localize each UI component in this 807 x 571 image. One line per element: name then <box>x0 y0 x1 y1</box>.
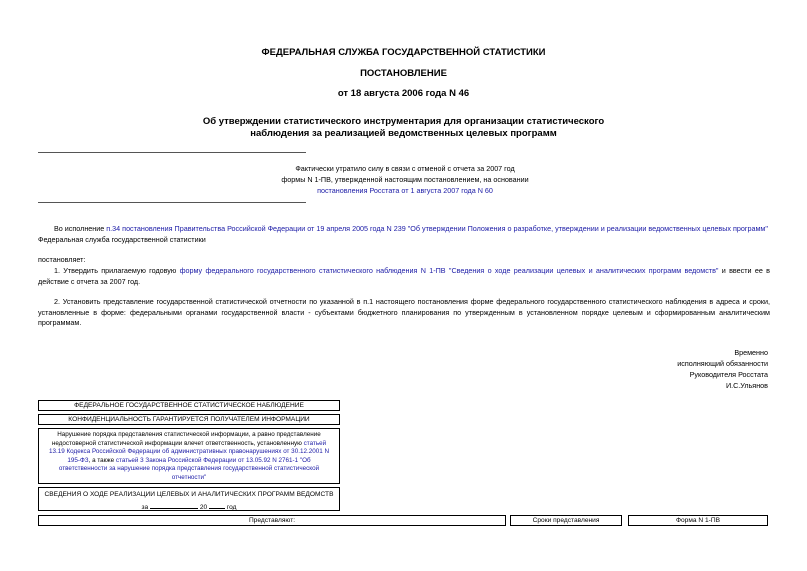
document-date-number: от 18 августа 2006 года N 46 <box>337 88 470 99</box>
period-year-prefix: 20 <box>199 504 208 511</box>
confidentiality-box <box>38 414 340 425</box>
signature-name: И.С.Ульянов <box>725 381 768 390</box>
law-2761-1-link[interactable]: статьей 3 Закона Российской Федерации от 13.05.92 N 2761-1 "Об ответственности за нарушение порядка представления государственной статистической отчетности" <box>58 456 320 481</box>
submits-header-cell <box>38 515 506 526</box>
intro-paragraph <box>38 224 770 245</box>
period-blank-field[interactable] <box>150 501 198 509</box>
form-number-label: Форма N 1-ПВ <box>676 517 720 524</box>
liability-text-pre: Нарушение порядка представления статистической информации, а равно представление недостоверной статистической информации влечет ответственность, установленную <box>51 431 321 447</box>
form-number-cell <box>628 515 768 526</box>
status-note-line1: Фактически утратило силу в связи с отменой с отчета за 2007 год <box>295 164 515 173</box>
deadlines-header-cell <box>510 515 622 526</box>
liability-text-mid: , а также <box>88 456 116 464</box>
intro-text-post: Федеральная служба государственной статистики <box>38 234 206 244</box>
report-title-box <box>38 487 340 511</box>
status-note-bottom-rule <box>38 202 306 203</box>
document-title-line2: наблюдения за реализацией ведомственных целевых программ <box>250 128 557 139</box>
signature-line1: Временно <box>734 348 768 357</box>
clause-34-link[interactable]: п.34 <box>106 224 121 233</box>
form-1-pv-link[interactable]: форму федерального государственного статистического наблюдения N 1-ПВ "Сведения о ходе реализации целевых и аналитических программ ведомств" <box>179 266 719 275</box>
koap-13-19-link[interactable]: статьей 13.19 Кодекса Российской Федерации об административных правонарушениях от 30.12.2001 N 195-ФЗ <box>49 439 329 464</box>
submits-label: Представляют: <box>248 517 296 524</box>
status-note-link[interactable]: постановления Росстата от 1 августа 2007 года N 60 <box>317 186 493 195</box>
report-period <box>39 501 339 512</box>
signature-line3: Руководителя Росстата <box>689 370 768 379</box>
status-note-top-rule <box>38 152 306 153</box>
report-title: СВЕДЕНИЯ О ХОДЕ РЕАЛИЗАЦИИ ЦЕЛЕВЫХ И АНАЛИТИЧЕСКИХ ПРОГРАММ ВЕДОМСТВ <box>44 491 334 498</box>
government-decree-239-link[interactable]: постановления Правительства Российской Федерации от 19 апреля 2005 года N 239 "Об утверждении Положения о разработке, утверждении и реализации ведомственных целевых программ" <box>122 224 768 233</box>
intro-text-pre: Во исполнение <box>54 224 107 233</box>
document-type: ПОСТАНОВЛЕНИЕ <box>360 68 447 79</box>
status-note-line2: формы N 1-ПВ, утвержденной настоящим постановлением, на основании <box>281 175 529 184</box>
resolves-label: постановляет: <box>38 255 86 264</box>
item-1-paragraph <box>38 266 770 287</box>
federal-observation-box <box>38 400 340 411</box>
agency-title: ФЕДЕРАЛЬНАЯ СЛУЖБА ГОСУДАРСТВЕННОЙ СТАТИСТИКИ <box>261 47 546 58</box>
liability-notice-box <box>38 428 340 484</box>
item-1-text-pre: 1. Утвердить прилагаемую годовую <box>54 266 180 275</box>
federal-observation-label: ФЕДЕРАЛЬНОЕ ГОСУДАРСТВЕННОЕ СТАТИСТИЧЕСКОЕ НАБЛЮДЕНИЕ <box>74 402 304 409</box>
item-2-paragraph: 2. Установить представление государственной статистической отчетности по указанной в п.1 настоящего постановления форме федерального государственного статистического наблюдения в адреса и сроки, установленные в форме: федеральными органами государственной власти - субъектами бюджетного планирования по утвержденным в установленном порядке целевым и сформированным аналитическим программам. <box>38 297 770 327</box>
period-za-label: за <box>141 504 149 511</box>
signature-line2: исполняющий обязанности <box>677 359 768 368</box>
item-1-text-post: и ввести ее в действие с отчета за 2007 год. <box>38 266 770 286</box>
period-god-label: год <box>226 504 237 511</box>
period-year-field[interactable] <box>209 501 225 509</box>
document-title-line1: Об утверждении статистического инструментария для организации статистического <box>202 116 605 127</box>
confidentiality-label: КОНФИДЕНЦИАЛЬНОСТЬ ГАРАНТИРУЕТСЯ ПОЛУЧАТЕЛЕМ ИНФОРМАЦИИ <box>68 416 310 423</box>
deadlines-label: Сроки представления <box>532 517 600 524</box>
